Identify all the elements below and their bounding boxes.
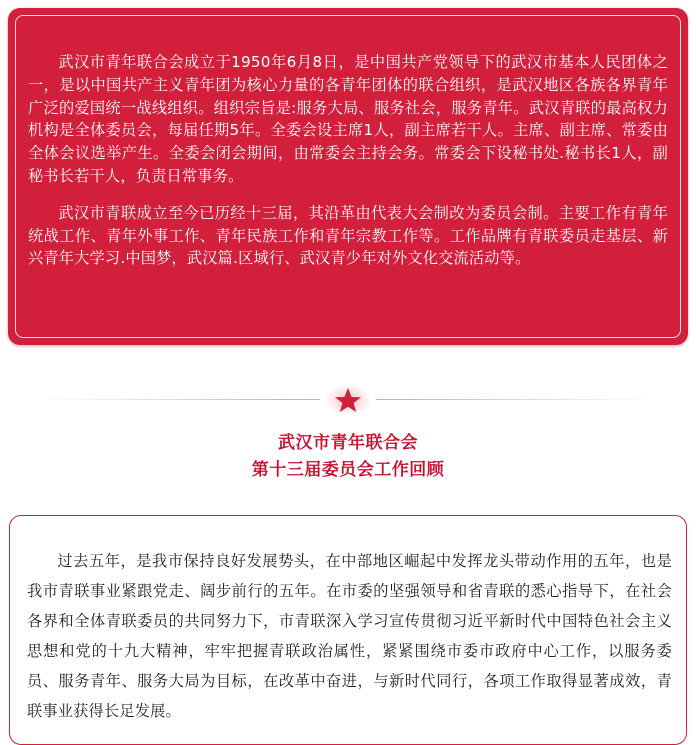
star-icon bbox=[333, 387, 363, 413]
review-paragraph-1: 过去五年，是我市保持良好发展势头，在中部地区崛起中发挥龙头带动作用的五年，也是我市青联事业紧跟党走、阔步前行的五年。在市委的坚强领导和省青联的悉心指导下，在社会各界和全体青联委员的共同努力下，市青联深入学习宣传贯彻习近平新时代中国特色社会主义思想和党的十九大精神，牢牢把握青联政治属性，紧紧围绕市委市政府中心工作，以服务委员、服务青年、服务大局为目标，在改革中奋进，与新时代同行，各项工作取得显著成效，青联事业获得长足发展。 bbox=[27, 552, 672, 720]
review-card bbox=[9, 515, 687, 745]
divider-line-left bbox=[40, 399, 320, 400]
section-title-line-2: 第十三届委员会工作回顾 bbox=[251, 460, 445, 480]
section-title-line-1: 武汉市青年联合会 bbox=[278, 433, 418, 453]
intro-paragraph-1: 武汉市青年联合会成立于1950年6月8日，是中国共产党领导下的武汉市基本人民团体之一，是以中国共产主义青年团为核心力量的各青年团体的联合组织，是武汉地区各族各界青年广泛的爱国统一战线组织。组织宗旨是:服务大局、服务社会，服务青年。武汉青联的最高权力机构是全体委员会，每届任期5年。全委会设主席1人，副主席若干人。主席、副主席、常委由全体会议选举产生。全委会闭会期间，由常委会主持会务。常委会下设秘书处.秘书长1人，副秘书长若干人，负责日常事务。 bbox=[28, 53, 668, 185]
intro-card-inner-frame bbox=[15, 15, 681, 338]
section-divider bbox=[40, 380, 656, 420]
intro-card bbox=[8, 8, 688, 345]
intro-paragraph-2: 武汉市青联成立至今已历经十三届，其沿革由代表大会制改为委员会制。主要工作有青年统战工作、青年外事工作、青年民族工作和青年宗教工作等。工作品牌有青联委员走基层、新兴青年大学习.中国梦，武汉篇.区域行、武汉青少年对外文化交流活动等。 bbox=[28, 203, 668, 268]
divider-line-right bbox=[376, 399, 656, 400]
